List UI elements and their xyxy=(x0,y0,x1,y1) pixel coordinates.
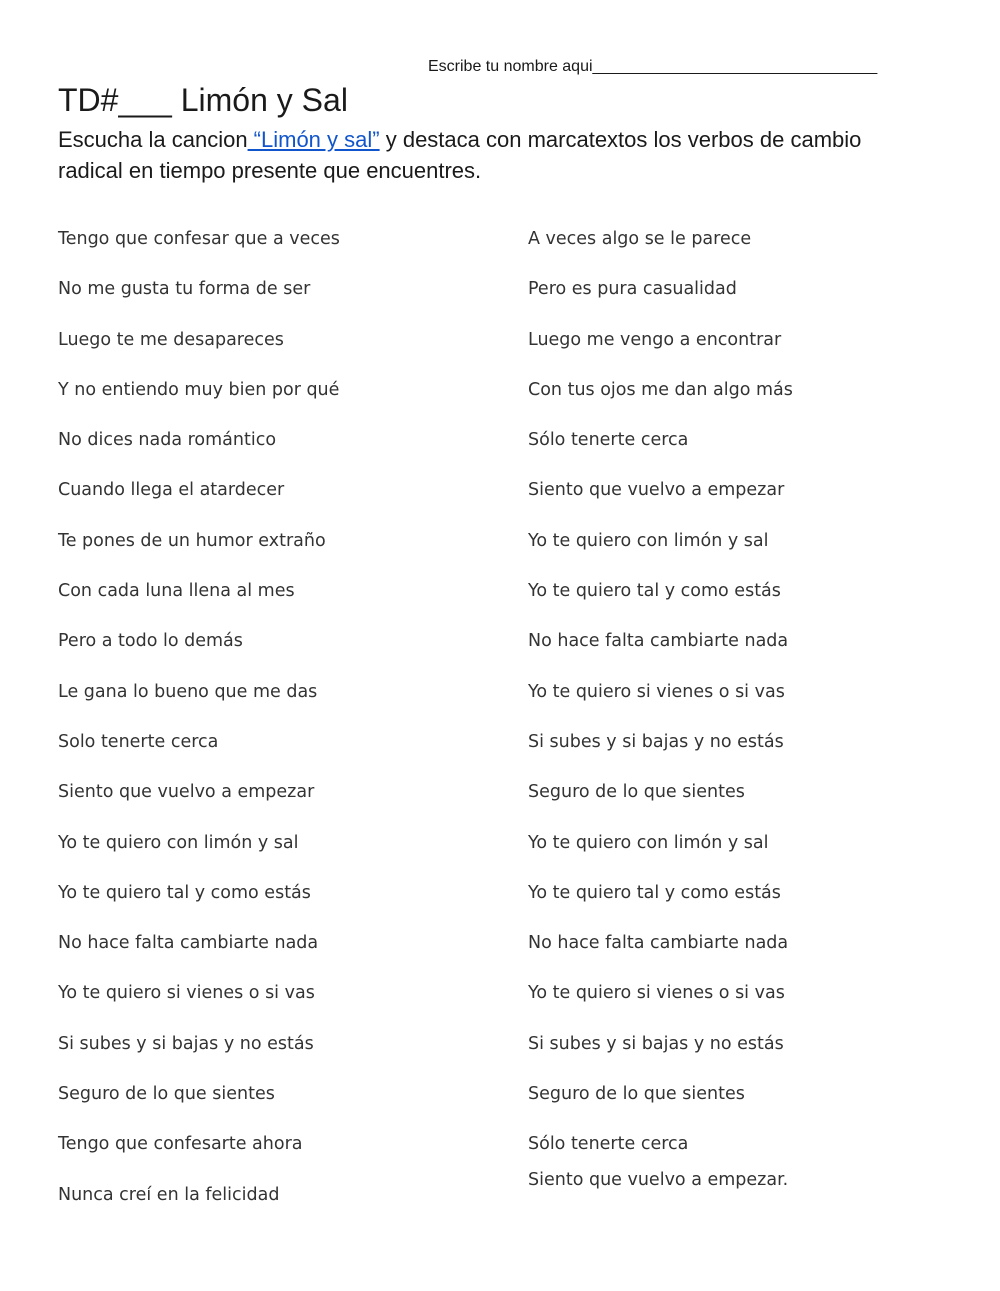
lyric-line: Siento que vuelvo a empezar. xyxy=(528,1170,789,1191)
lyric-line: Tengo que confesar que a veces xyxy=(58,229,340,249)
lyric-line: Y no entiendo muy bien por qué xyxy=(58,379,340,400)
lyric-line: Tengo que confesarte ahora xyxy=(58,1134,303,1155)
lyric-line: No me gusta tu forma de ser xyxy=(58,279,311,300)
instructions-text-end: y destaca con marcatextos los verbos de cambio radical en tiempo presente que encuentres. xyxy=(58,127,862,183)
lyric-line: Cuando llega el atardecer xyxy=(58,480,285,501)
lyric-line: Nunca creí en la felicidad xyxy=(58,1184,280,1205)
lyric-line: Yo te quiero con limón y sal xyxy=(528,530,769,551)
page-title: TD#___ Limón y Sal xyxy=(58,82,348,118)
lyric-line: Te pones de un humor extraño xyxy=(58,530,326,551)
lyric-line: Yo te quiero tal y como estás xyxy=(528,882,781,903)
lyric-line: Yo te quiero si vienes o si vas xyxy=(528,983,785,1004)
lyric-line: No hace falta cambiarte nada xyxy=(528,933,789,954)
lyrics-left-column xyxy=(58,226,340,1232)
song-link[interactable]: “Limón y sal” xyxy=(247,127,380,152)
lyric-line: Yo te quiero si vienes o si vas xyxy=(58,983,315,1004)
name-prompt[interactable]: Escribe tu nombre aqui________________________________ xyxy=(428,58,878,75)
lyric-line: Sólo tenerte cerca xyxy=(528,430,689,451)
lyric-line: Con cada luna llena al mes xyxy=(58,581,295,602)
lyric-line: Si subes y si bajas y no estás xyxy=(528,1033,784,1054)
lyric-line: Con tus ojos me dan algo más xyxy=(528,379,793,400)
lyric-line: Siento que vuelvo a empezar xyxy=(58,782,315,803)
lyric-line: A veces algo se le parece xyxy=(528,229,752,249)
lyric-line: Sólo tenerte cerca xyxy=(528,1134,689,1155)
lyric-line: Seguro de lo que sientes xyxy=(58,1084,275,1105)
lyric-line: Seguro de lo que sientes xyxy=(528,1084,745,1105)
lyric-line: Le gana lo bueno que me das xyxy=(58,681,318,702)
lyric-line: Seguro de lo que sientes xyxy=(528,782,745,803)
lyric-line: Pero a todo lo demás xyxy=(58,631,243,652)
lyric-line: Solo tenerte cerca xyxy=(58,731,219,752)
lyric-line: Pero es pura casualidad xyxy=(528,279,737,300)
instructions-text-start: Escucha la cancion xyxy=(58,127,248,152)
instructions xyxy=(58,124,928,186)
lyric-line: No hace falta cambiarte nada xyxy=(58,933,319,954)
lyric-line: Yo te quiero si vienes o si vas xyxy=(528,681,785,702)
lyric-line: No hace falta cambiarte nada xyxy=(528,631,789,652)
lyric-line: No dices nada romántico xyxy=(58,430,277,451)
lyric-line: Siento que vuelvo a empezar xyxy=(528,480,785,501)
lyrics-right-column xyxy=(528,226,793,1218)
lyric-line: Luego te me desapareces xyxy=(58,329,284,350)
lyric-line: Luego me vengo a encontrar xyxy=(528,329,782,350)
lyric-line: Si subes y si bajas y no estás xyxy=(58,1033,314,1054)
lyric-line: Yo te quiero tal y como estás xyxy=(58,882,311,903)
lyric-line: Si subes y si bajas y no estás xyxy=(528,731,784,752)
lyric-line: Yo te quiero con limón y sal xyxy=(58,832,299,853)
lyric-line: Yo te quiero tal y como estás xyxy=(528,581,781,602)
lyric-line: Yo te quiero con limón y sal xyxy=(528,832,769,853)
